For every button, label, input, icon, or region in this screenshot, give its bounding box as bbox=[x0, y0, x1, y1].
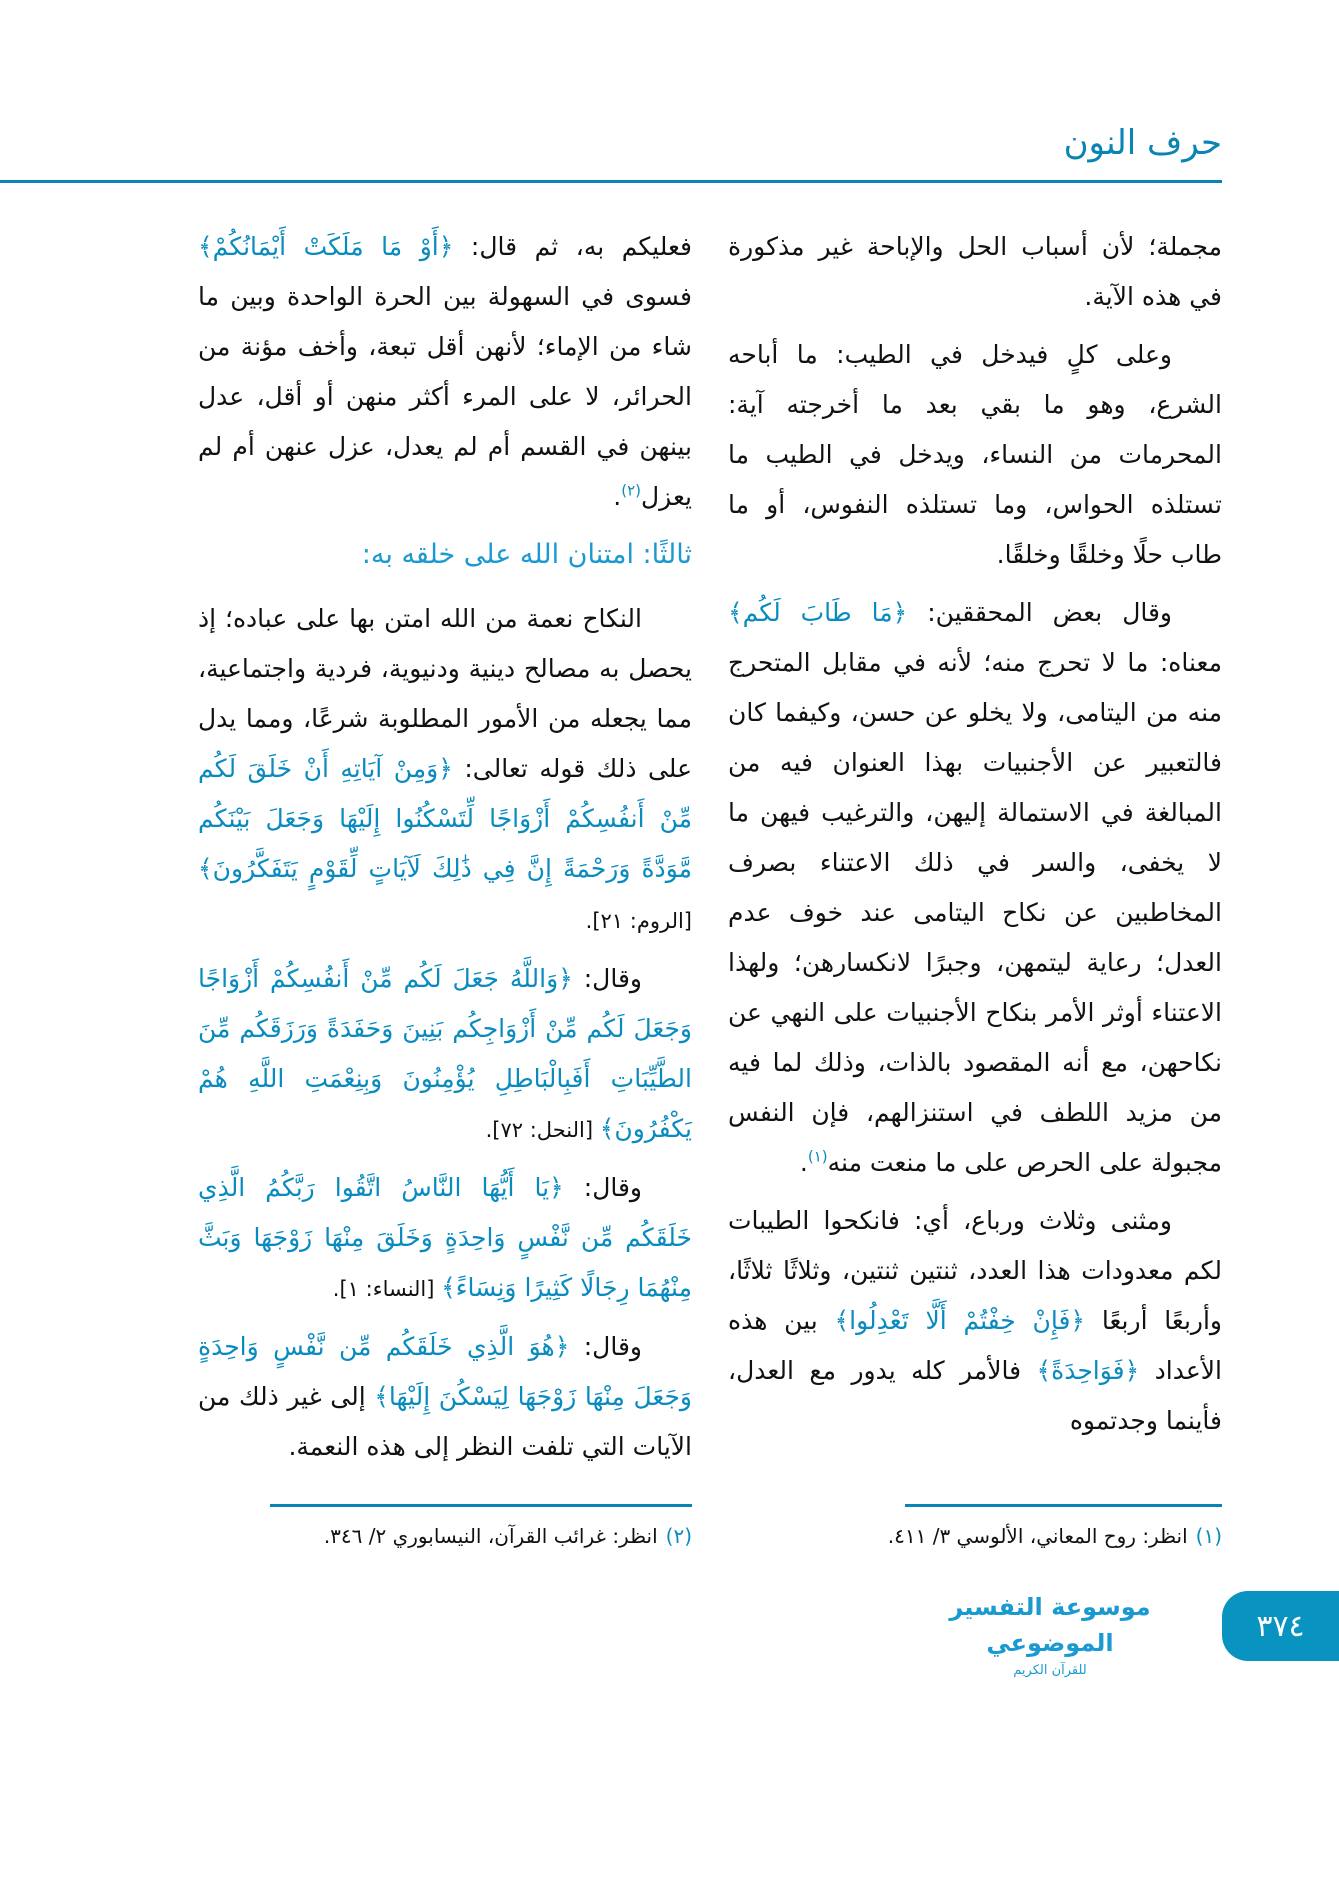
page-footer bbox=[0, 1581, 1339, 1701]
text-run: إلى غير ذلك من الآيات التي تلفت النظر إلى هذه النعمة. bbox=[198, 1382, 692, 1461]
quran-verse: ﴿مَا طَابَ لَكُم﴾ bbox=[728, 598, 908, 627]
quran-verse: ﴿يَا أَيُّهَا النَّاسُ اتَّقُوا رَبَّكُمُ الَّذِي خَلَقَكُم مِّن نَّفْسٍ وَاحِدَةٍ وَخَلَقَ مِنْهَا زَوْجَهَا وَبَثَّ مِنْهُمَا رِجَالًا كَثِيرًا وَنِسَاءً﴾ bbox=[198, 1173, 692, 1302]
paragraph bbox=[198, 954, 692, 1155]
left-column bbox=[198, 222, 692, 1480]
logo-subtitle: للقرآن الكريم bbox=[1013, 1663, 1087, 1678]
text-run: . bbox=[799, 1148, 808, 1177]
text-run: وقال: bbox=[563, 1173, 642, 1202]
section-heading: ثالثًا: امتنان الله على خلقه به: bbox=[361, 539, 692, 570]
quran-verse: ﴿أَوْ مَا مَلَكَتْ أَيْمَانُكُمْ﴾ bbox=[198, 232, 454, 261]
footnote-marker: (٢) bbox=[621, 481, 642, 500]
text-run: وعلى كلٍ فيدخل في الطيب: ما أباحه الشرع، وهو ما بقي بعد ما أخرجته آية: المحرمات من النساء، ويدخل في الطيب ما تستلذه الحواس، وما تستلذه النفوس، أو ما طاب حلًا وخلقًا وخلقًا. bbox=[728, 340, 1222, 569]
paragraph bbox=[728, 330, 1222, 580]
quran-verse: ﴿فَوَاحِدَةً﴾ bbox=[1036, 1356, 1140, 1385]
paragraph bbox=[198, 1322, 692, 1472]
paragraph bbox=[728, 588, 1222, 1188]
paragraph bbox=[198, 1163, 692, 1314]
paragraph bbox=[728, 1196, 1222, 1446]
footnote-text: انظر: غرائب القرآن، النيسابوري ٢/ ٣٤٦. bbox=[323, 1524, 658, 1548]
footnote-text: انظر: روح المعاني، الألوسي ٣/ ٤١١. bbox=[887, 1524, 1188, 1548]
quran-verse: ﴿هُوَ الَّذِي خَلَقَكُم مِّن نَّفْسٍ وَاحِدَةٍ وَجَعَلَ مِنْهَا زَوْجَهَا لِيَسْكُنَ إِلَيْهَا﴾ bbox=[198, 1332, 692, 1411]
page-header bbox=[0, 0, 1339, 222]
right-column bbox=[728, 222, 1222, 1454]
encyclopedia-logo bbox=[900, 1589, 1200, 1681]
footnote-1 bbox=[728, 1521, 1222, 1551]
footnote-divider-right bbox=[905, 1504, 1222, 1507]
verse-reference: [النحل: ٧٢]. bbox=[485, 1118, 600, 1142]
verse-reference: [النساء: ١]. bbox=[332, 1277, 442, 1301]
verse-reference: [الروم: ٢١]. bbox=[585, 909, 692, 933]
text-run: وقال بعض المحققين: bbox=[907, 598, 1172, 627]
footnote-block-right bbox=[728, 1504, 1222, 1551]
footnote-block-left bbox=[198, 1504, 692, 1551]
header-divider bbox=[0, 180, 1222, 183]
text-run: فالأمر كله يدور مع العدل، فأينما وجدتموه bbox=[728, 1356, 1222, 1435]
quran-verse: ﴿فَإِنْ خِفْتُمْ أَلَّا تَعْدِلُوا﴾ bbox=[834, 1306, 1086, 1335]
text-run: وقال: bbox=[572, 964, 642, 993]
page-number: ٣٧٤ bbox=[1222, 1591, 1339, 1661]
paragraph bbox=[198, 222, 692, 522]
text-run: . bbox=[613, 482, 622, 511]
text-run: فعليكم به، ثم قال: bbox=[453, 232, 692, 261]
text-run: وقال: bbox=[569, 1332, 642, 1361]
text-run: بين هذه الأعداد bbox=[728, 1306, 1222, 1385]
footnote-divider-left bbox=[270, 1504, 692, 1507]
text-run: النكاح نعمة من الله امتن بها على عباده؛ إذ يحصل به مصالح دينية ودنيوية، فردية واجتماعية، مما يجعله من الأمور المطلوبة شرعًا، ومما يدل على ذلك قوله تعالى: bbox=[198, 604, 692, 783]
text-run: فسوى في السهولة بين الحرة الواحدة وبين ما شاء من الإماء؛ لأنهن أقل تبعة، وأخف مؤنة من الحرائر، لا على المرء أكثر منهن أو أقل، عدل بينهن في القسم أم لم يعدل، عزل عنهن أم لم يعزل bbox=[198, 282, 692, 511]
footnote-number: (١) bbox=[1195, 1524, 1222, 1548]
footnote-2 bbox=[198, 1521, 692, 1551]
footnote-number: (٢) bbox=[665, 1524, 692, 1548]
text-run: ومثنى وثلاث ورباع، أي: فانكحوا الطيبات لكم معدودات هذا العدد، ثنتين ثنتين، وثلاثًا ثلاثًا، وأربعًا أربعًا bbox=[728, 1206, 1222, 1335]
logo-title: موسوعة التفسير الموضوعي bbox=[949, 1593, 1151, 1657]
quran-verse: ﴿وَمِنْ آيَاتِهِ أَنْ خَلَقَ لَكُم مِّنْ أَنفُسِكُمْ أَزْوَاجًا لِّتَسْكُنُوا إِلَيْهَا وَجَعَلَ بَيْنَكُم مَّوَدَّةً وَرَحْمَةً إِنَّ فِي ذَٰلِكَ لَآيَاتٍ لِّقَوْمٍ يَتَفَكَّرُونَ﴾ bbox=[198, 754, 692, 883]
paragraph bbox=[728, 222, 1222, 322]
footnote-marker: (١) bbox=[807, 1147, 828, 1166]
chapter-title: حرف النون bbox=[1063, 123, 1222, 163]
quran-verse: ﴿وَاللَّهُ جَعَلَ لَكُم مِّنْ أَنفُسِكُمْ أَزْوَاجًا وَجَعَلَ لَكُم مِّنْ أَزْوَاجِكُم بَنِينَ وَحَفَدَةً وَرَزَقَكُم مِّنَ الطَّيِّبَاتِ أَفَبِالْبَاطِلِ يُؤْمِنُونَ وَبِنِعْمَتِ اللَّهِ هُمْ يَكْفُرُونَ﴾ bbox=[198, 964, 692, 1143]
text-run: مجملة؛ لأن أسباب الحل والإباحة غير مذكورة في هذه الآية. bbox=[728, 232, 1222, 311]
paragraph bbox=[198, 594, 692, 946]
footnotes bbox=[198, 1504, 1222, 1551]
text-columns bbox=[198, 222, 1222, 1480]
text-run: معناه: ما لا تحرج منه؛ لأنه في مقابل المتحرج منه من اليتامى، ولا يخلو عن حسن، وكيفما كان فالتعبير عن الأجنبيات بهذا العنوان فيه من المبالغة في الاستمالة إليهن، والترغيب فيهن ما لا يخفى، والسر في ذلك الاعتناء بصرف المخاطبين عن نكاح اليتامى عند خوف عدم العدل؛ رعاية ليتمهن، وجبرًا لانكسارهن؛ ولهذا الاعتناء أوثر الأمر بنكاح الأجنبيات على النهي عن نكاحهن، مع أنه المقصود بالذات، وذلك لما فيه من مزيد اللطف في استنزالهم، فإن النفس مجبولة على الحرص على ما منعت منه bbox=[728, 648, 1222, 1177]
